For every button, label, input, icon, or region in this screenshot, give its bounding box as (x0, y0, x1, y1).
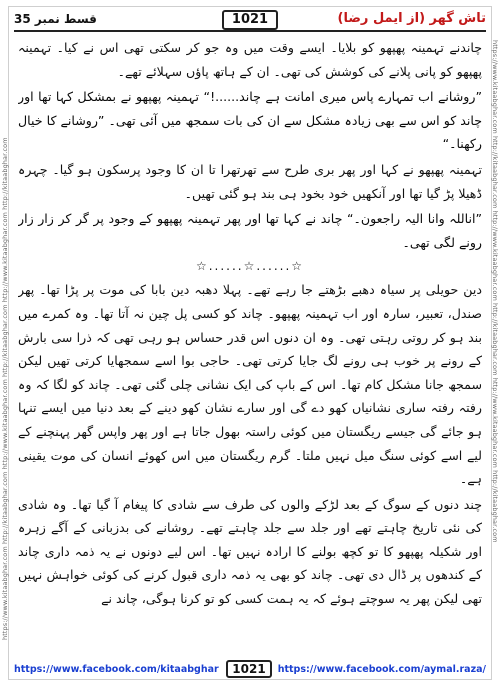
novel-title: تاش گھر (از ایمل رضا) (337, 11, 486, 26)
paragraph: تہمینہ پھپھو نے کہا اور پھر بری طرح سے تھرتھرا تا ان کا وجود پرسکون ہو گیا۔ چہرہ ڈھیلا پڑ گیا تھا اور آنکھیں خود بخود ہی بند ہو گئی تھیں۔ (18, 161, 482, 201)
side-url-right: https://www.kitaabghar.com http://kitaabghar.com http://www.kitaabghar.com http://kitaabghar.com http://www.kitaabghar.com http://kitaabghar.com (491, 40, 499, 543)
page-header (14, 10, 486, 32)
page-footer (10, 660, 490, 680)
story-body (18, 36, 482, 644)
section-divider: ☆......☆......☆ (195, 259, 305, 274)
facebook-link-kitaabghar[interactable]: https://www.facebook.com/kitaabghar (14, 664, 219, 675)
facebook-link-author[interactable]: https://www.facebook.com/aymal.raza/ (277, 664, 486, 675)
paragraph: ”اناللہ وانا الیہ راجعون۔“ چاند نے کہا تھا اور پھر تہمینہ پھپھو کے وجود پر گر کر زار زار رونے لگی تھی۔ (18, 211, 482, 250)
side-url-left: https://www.kitaabghar.com http://kitaabghar.com http://www.kitaabghar.com http://kitaabghar.com http://www.kitaabghar.com http://kitaabghar.com (1, 137, 9, 640)
paragraph: ”روشانے اب تمہارے پاس میری امانت ہے چاند......!“ تہمینہ پھپھو نے بمشکل کہا تھا اور چاند کو اس سے بھی زیادہ مشکل سے ان کی بات سمجھ میں آئی تھی۔ ”روشانے کا خیال رکھنا۔“ (18, 89, 482, 152)
paragraph: چاندنے تہمینہ پھپھو کو بلایا۔ ایسے وقت میں وہ جو کر سکتی تھی اس نے کیا۔ تہمینہ پھپھو کو پانی پلانے کی کوشش کی تھی۔ ان کے ہاتھ پاؤں سہلائے تھے۔ (18, 40, 482, 79)
paragraph: چند دنوں کے سوگ کے بعد لڑکے والوں کی طرف سے شادی کا پیغام آ گیا تھا۔ وہ شادی کی نئی تاریخ چاہتے تھے اور جلد سے جلد چاہتے تھے۔ روشانے کی بدزبانی کے آگے زہرہ اور شکیلہ پھپھو کا تو کچھ بولنے کا ارادہ نہیں تھا۔ اس لیے دونوں نے یہ ذمہ داری چاند کے کندھوں پر ڈال دی تھی۔ چاند کو بھی یہ ذمہ داری قبول کرنے کی کوئی خواہش نہیں تھی لیکن پھر یہ سوچتے ہوئے کہ یہ ہمت کسی کو تو کرنا ہوگی، چاند نے (18, 496, 482, 607)
header-page-number: 1021 (222, 10, 278, 30)
footer-page-number: 1021 (226, 660, 272, 678)
episode-label: قسط نمبر 35 (14, 12, 97, 26)
paragraph: دین حویلی پر سیاہ دھبے بڑھتے جا رہے تھے۔ پہلا دھبہ دین بابا کی موت پر پڑا تھا۔ پھر صندل، تعبیر، سارہ اور اب تہمینہ پھپھو۔ چاند کو کسی پل چین نہ آتا تھا۔ وہ کمرے میں بند ہو کر روتی رہتی تھی۔ وہ ان دنوں اس قدر حساس ہو رہی تھی کہ ذرا سی بارش کے رونے پر خوب ہی رونے لگ جایا کرتی تھی۔ حاجی بوا اسے سمجھایا کرتی تھیں لیکن سمجھ جانا مشکل کام تھا۔ اس کے باپ کی ایک نشانی چلی گئی تھی۔ چاند کو لگا کہ وہ رفتہ رفتہ ساری نشانیاں کھو دے گی اور سارے نشان کھو دینے کے بعد دنیا میں ایسے تنہا ہو جائے گی جیسے ریگستان میں کوئی راستہ بھول جاتا ہے اور پھر واپس گھر پہنچنے کے لیے اسے کوئی سنگ میل نہیں ملتا۔ گرم ریگستان میں اس کھوئے انسان کی موت یقینی ہے۔ (18, 282, 482, 487)
